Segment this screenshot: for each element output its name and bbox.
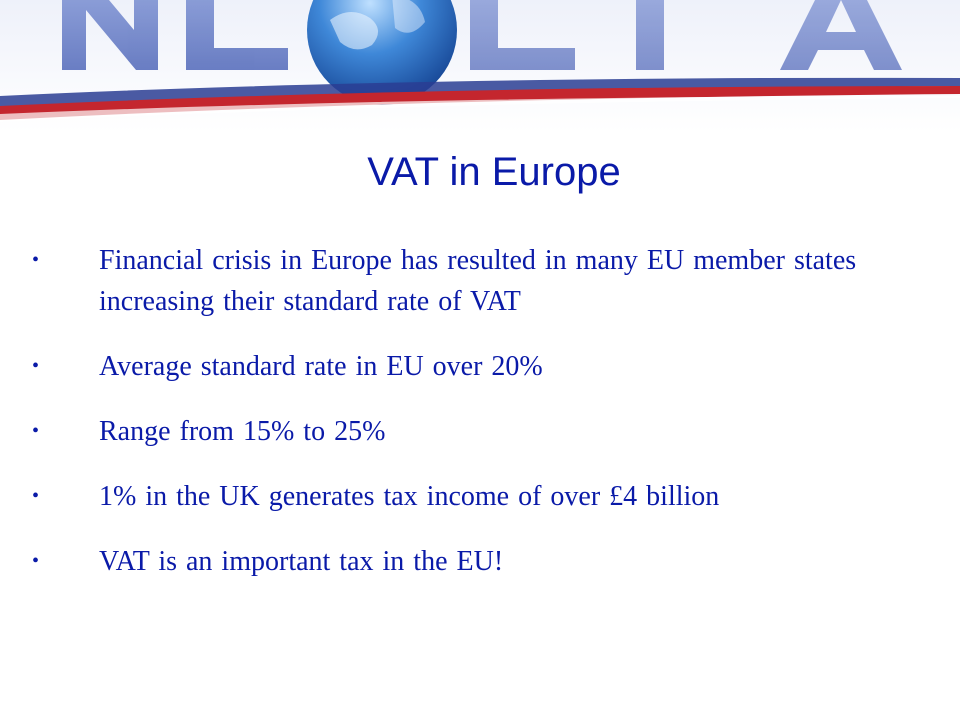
bullet-text: VAT is an important tax in the EU! (99, 546, 504, 577)
bullet-text: 1% in the UK generates tax income of over £4 billion (99, 481, 720, 512)
bullet-icon: • (32, 249, 40, 271)
bullet-text: Range from 15% to 25% (99, 416, 386, 447)
bullet-item (0, 346, 960, 387)
banner-graphic (0, 0, 960, 132)
slide-title: VAT in Europe (367, 150, 621, 194)
bullet-icon: • (32, 550, 40, 572)
bullet-item (0, 476, 960, 517)
bullet-text: Financial crisis in Europe has resulted in many EU member states increasing their standard rate of VAT (99, 245, 857, 317)
bullet-item (0, 541, 960, 582)
bullet-item (0, 240, 960, 322)
bullet-icon: • (32, 485, 40, 507)
bullet-icon: • (32, 420, 40, 442)
header-banner (0, 0, 960, 132)
bullet-icon: • (32, 355, 40, 377)
bullet-item (0, 411, 960, 452)
bullet-list (0, 240, 960, 606)
bullet-text: Average standard rate in EU over 20% (99, 351, 543, 382)
